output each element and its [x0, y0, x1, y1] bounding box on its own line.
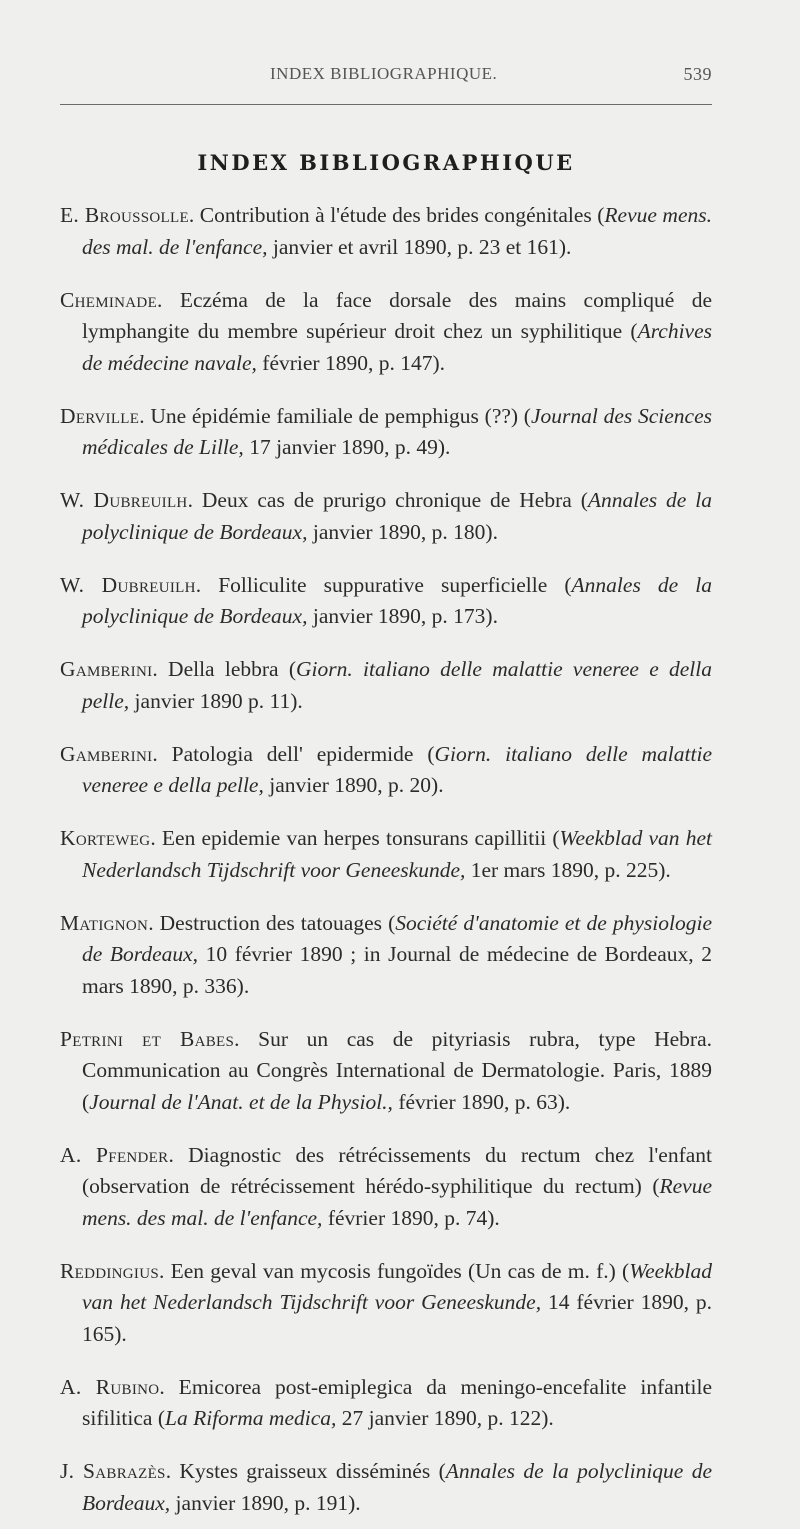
entry-text: . Destruction des tatouages (	[148, 910, 396, 935]
entry-details: février 1890, p. 147).	[256, 350, 445, 375]
entry-source: Weekblad van het Nederlandsch Tijdschrift voor Geneeskunde,	[82, 1258, 712, 1314]
section-title: INDEX BIBLIOGRAPHIQUE	[197, 150, 575, 175]
bibliography-entry	[60, 739, 712, 802]
entry-author: Gamberini	[60, 657, 153, 681]
entry-author: W. Dubreuilh	[60, 572, 196, 597]
bibliography-entry	[60, 1024, 712, 1119]
entry-author: Gamberini	[60, 741, 153, 766]
entry-details: janvier 1890, p. 20).	[263, 773, 444, 797]
entry-source: Annales de la polyclinique de Bordeaux,	[82, 572, 712, 628]
bibliography-entry	[60, 1372, 712, 1435]
entry-text: . Emicorea post-emiplegica da meningo-encefalite infantile sifilitica (	[82, 1374, 712, 1430]
running-header	[60, 62, 712, 90]
entry-text: . Patologia dell' epidermide (	[152, 741, 435, 766]
entry-author: Reddingius	[60, 1258, 159, 1283]
entry-source: Giorn. italiano delle malattie veneree e della pelle,	[82, 657, 712, 713]
bibliography-entry	[60, 908, 712, 1003]
bibliography-entry	[60, 1256, 712, 1351]
entry-text: . Eczéma de la face dorsale des mains compliqué de lymphangite du membre supérieur droit chez un syphilitique (	[82, 287, 712, 343]
running-title: INDEX BIBLIOGRAPHIQUE.	[270, 64, 498, 83]
entry-author: Matignon	[60, 910, 149, 935]
entry-source: Société d'anatomie et de physiologie de Bordeaux,	[82, 910, 712, 966]
entry-author: E. Broussolle	[60, 203, 189, 227]
bibliography-entry	[60, 200, 712, 263]
bibliography-entry	[60, 823, 712, 886]
bibliography-entry	[60, 570, 712, 633]
entry-details: 1er mars 1890, p. 225).	[465, 857, 671, 882]
entry-details: février 1890, p. 63).	[392, 1089, 571, 1114]
entry-details: janvier 1890 p. 11).	[129, 688, 303, 713]
entry-text: . Een epidemie van herpes tonsurans capillitii (	[150, 826, 560, 850]
entry-text: . Kystes graisseux disséminés (	[165, 1459, 446, 1483]
bibliography-entry	[60, 485, 712, 548]
entry-author: W. Dubreuilh	[60, 488, 188, 512]
header-rule	[60, 104, 712, 105]
entry-text: . Een geval van mycosis fungoïdes (Un cas de m. f.) (	[159, 1258, 630, 1283]
entry-author: Cheminade	[60, 287, 158, 312]
entry-author: A. Rubino	[60, 1374, 160, 1399]
entry-details: janvier 1890, p. 173).	[307, 604, 498, 628]
entry-source: Archives de médecine navale,	[82, 319, 712, 375]
entry-author: Derville	[60, 403, 140, 428]
entry-text: . Folliculite suppurative superficielle (	[195, 572, 572, 597]
entry-details: janvier et avril 1890, p. 23 et 161).	[267, 234, 572, 259]
entry-details: 10 février 1890 ; in Journal de médecine de Bordeaux, 2 mars 1890, p. 336).	[82, 942, 712, 998]
bibliography-entry	[60, 654, 712, 717]
entry-details: janvier 1890, p. 180).	[307, 519, 498, 544]
bibliography-list	[60, 200, 712, 1529]
entry-author: Petrini et Babes	[60, 1026, 235, 1051]
entry-author: J. Sabrazès	[60, 1459, 166, 1483]
bibliography-entry	[60, 401, 712, 464]
entry-source: Annales de la polyclinique de Bordeaux,	[82, 1459, 712, 1515]
entry-text: . Sur un cas de pityriasis rubra, type Hebra. Communication au Congrès International de Dermatologie. Paris, 1889 (	[82, 1026, 712, 1114]
entry-text: . Deux cas de prurigo chronique de Hebra (	[187, 488, 588, 512]
entry-source: La Riforma medica,	[165, 1406, 337, 1430]
entry-author: Korteweg	[60, 826, 151, 850]
entry-source: Revue mens. des mal. de l'enfance,	[82, 1174, 712, 1230]
bibliography-entry	[60, 1456, 712, 1519]
entry-source: Giorn. italiano delle malattie veneree e della pelle,	[82, 741, 712, 797]
entry-source: Annales de la polyclinique de Bordeaux,	[82, 488, 712, 544]
entry-text: . Contribution à l'étude des brides congénitales (	[188, 203, 605, 227]
entry-details: 27 janvier 1890, p. 122).	[336, 1406, 554, 1430]
entry-details: février 1890, p. 74).	[322, 1205, 500, 1230]
bibliography-entry	[60, 1140, 712, 1235]
bibliography-entry	[60, 285, 712, 380]
entry-source: Revue mens. des mal. de l'enfance,	[82, 203, 712, 259]
entry-author: A. Pfender	[60, 1142, 169, 1167]
entry-text: . Diagnostic des rétrécissements du rectum chez l'enfant (observation de rétrécissement hérédo-syphilitique du rectum) (	[82, 1142, 712, 1198]
entry-details: janvier 1890, p. 191).	[170, 1490, 361, 1515]
entry-details: 14 février 1890, p. 165).	[82, 1290, 712, 1346]
entry-details: 17 janvier 1890, p. 49).	[243, 435, 451, 459]
entry-text: . Une épidémie familiale de pemphigus (??) (	[139, 403, 531, 428]
entry-text: . Della lebbra (	[152, 657, 296, 681]
entry-source: Weekblad van het Nederlandsch Tijdschrift voor Geneeskunde,	[82, 826, 712, 882]
entry-source: Journal des Sciences médicales de Lille,	[82, 403, 712, 459]
entry-source: Journal de l'Anat. et de la Physiol.,	[89, 1089, 393, 1114]
page-number: 539	[683, 64, 712, 84]
